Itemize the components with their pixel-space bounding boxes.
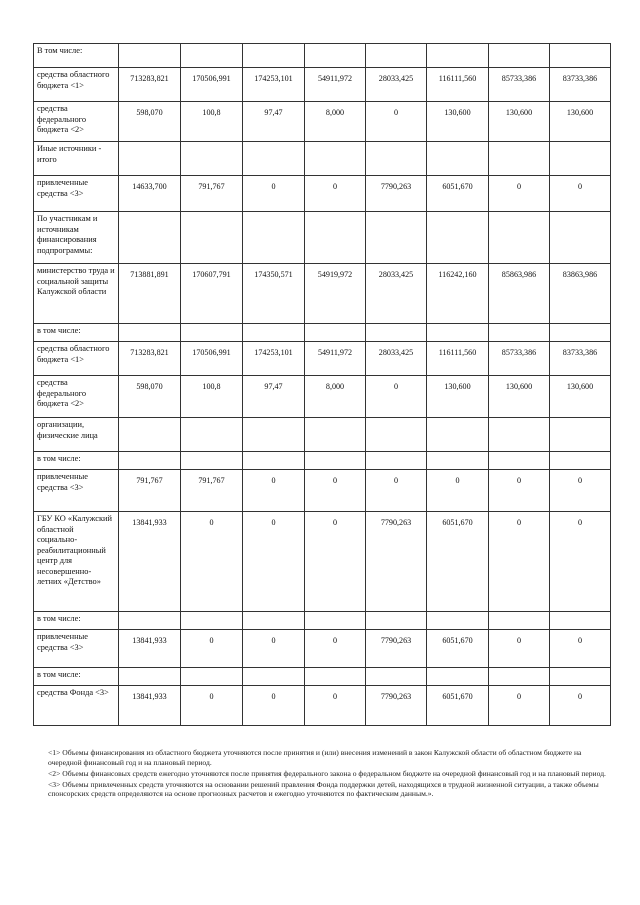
table-cell: 0 bbox=[366, 470, 427, 512]
table-cell bbox=[243, 668, 305, 686]
table-cell: 0 bbox=[366, 102, 427, 142]
table-cell bbox=[243, 612, 305, 630]
table-cell: 0 bbox=[243, 512, 305, 612]
row-label: средства Фонда <3> bbox=[34, 686, 119, 726]
table-cell bbox=[489, 142, 550, 176]
table-cell bbox=[550, 668, 611, 686]
table-cell: 0 bbox=[489, 686, 550, 726]
table-cell: 174253,101 bbox=[243, 342, 305, 376]
footnotes bbox=[48, 748, 608, 800]
row-label: В том числе: bbox=[34, 44, 119, 68]
table-cell bbox=[181, 212, 243, 264]
table-cell: 85733,386 bbox=[489, 68, 550, 102]
table-row bbox=[34, 630, 611, 668]
table-cell: 54911,972 bbox=[305, 68, 366, 102]
table-cell: 0 bbox=[550, 630, 611, 668]
table-cell: 0 bbox=[489, 176, 550, 212]
table-cell: 116111,560 bbox=[427, 342, 489, 376]
table-cell bbox=[243, 44, 305, 68]
table-cell: 170506,991 bbox=[181, 68, 243, 102]
row-label: в том числе: bbox=[34, 324, 119, 342]
table-cell: 0 bbox=[550, 470, 611, 512]
table-cell: 116111,560 bbox=[427, 68, 489, 102]
table-row bbox=[34, 176, 611, 212]
table-cell bbox=[427, 612, 489, 630]
table-cell: 54919,972 bbox=[305, 264, 366, 324]
table-row bbox=[34, 142, 611, 176]
table-cell: 100,8 bbox=[181, 376, 243, 418]
table-row bbox=[34, 68, 611, 102]
table-cell bbox=[305, 142, 366, 176]
table-cell: 598,070 bbox=[119, 376, 181, 418]
table-cell: 598,070 bbox=[119, 102, 181, 142]
footnote-2: <2> Объемы финансовых средств ежегодно уточняются после принятия федерального закона о федеральном бюджете на очередной финансовый год и на плановый период. bbox=[48, 768, 606, 778]
table-cell: 791,767 bbox=[119, 470, 181, 512]
table-cell: 0 bbox=[489, 470, 550, 512]
table-cell: 0 bbox=[243, 686, 305, 726]
table-cell: 713283,821 bbox=[119, 68, 181, 102]
table-cell: 170607,791 bbox=[181, 264, 243, 324]
table-cell bbox=[119, 668, 181, 686]
table-cell: 85863,986 bbox=[489, 264, 550, 324]
table-cell: 97,47 bbox=[243, 376, 305, 418]
table-cell: 130,600 bbox=[427, 376, 489, 418]
table-row bbox=[34, 324, 611, 342]
table-cell: 6051,670 bbox=[427, 512, 489, 612]
table-cell bbox=[550, 418, 611, 452]
table-cell bbox=[489, 418, 550, 452]
row-label: средства федерального бюджета <2> bbox=[34, 376, 119, 418]
table-cell: 7790,263 bbox=[366, 686, 427, 726]
table-cell: 791,767 bbox=[181, 470, 243, 512]
table-cell: 14633,700 bbox=[119, 176, 181, 212]
table-cell bbox=[427, 418, 489, 452]
table-cell: 83733,386 bbox=[550, 342, 611, 376]
row-label: ГБУ КО «Калужский областной социально-реабилитационный центр для несовершенно-летних «Детство» bbox=[34, 512, 119, 612]
table-cell bbox=[550, 142, 611, 176]
table-cell bbox=[181, 324, 243, 342]
footnote-3: <3> Объемы привлеченных средств уточняются на основании решений правления Фонда поддержки детей, находящихся в трудной жизненной ситуации, а также объемы спонсорских средств определяются на основе прогнозных расчетов и ежегодно уточняются по фактическим данным.». bbox=[48, 779, 599, 799]
row-label: организации, физические лица bbox=[34, 418, 119, 452]
table-cell bbox=[181, 44, 243, 68]
table-cell: 0 bbox=[181, 686, 243, 726]
table-cell: 130,600 bbox=[550, 376, 611, 418]
table-cell bbox=[366, 418, 427, 452]
table-cell: 0 bbox=[243, 630, 305, 668]
table-cell bbox=[366, 452, 427, 470]
row-label: в том числе: bbox=[34, 452, 119, 470]
row-label: Иные источники - итого bbox=[34, 142, 119, 176]
table-cell bbox=[305, 324, 366, 342]
table-cell: 0 bbox=[427, 470, 489, 512]
table-row bbox=[34, 418, 611, 452]
table-row bbox=[34, 512, 611, 612]
table-cell: 13841,933 bbox=[119, 686, 181, 726]
table-cell bbox=[366, 44, 427, 68]
table-cell: 0 bbox=[489, 630, 550, 668]
table-cell bbox=[366, 324, 427, 342]
table-cell bbox=[489, 212, 550, 264]
table-cell: 0 bbox=[550, 176, 611, 212]
table-cell bbox=[305, 612, 366, 630]
table-cell bbox=[243, 452, 305, 470]
row-label: в том числе: bbox=[34, 668, 119, 686]
table-cell bbox=[427, 452, 489, 470]
table-cell bbox=[119, 324, 181, 342]
table-cell bbox=[550, 612, 611, 630]
table-cell: 130,600 bbox=[550, 102, 611, 142]
table-cell bbox=[427, 668, 489, 686]
table-cell: 0 bbox=[550, 512, 611, 612]
table-cell bbox=[489, 324, 550, 342]
row-label: привлеченные средства <3> bbox=[34, 630, 119, 668]
table-cell bbox=[119, 452, 181, 470]
table-cell bbox=[366, 612, 427, 630]
table-row bbox=[34, 686, 611, 726]
table-cell: 7790,263 bbox=[366, 630, 427, 668]
footnote-1: <1> Объемы финансирования из областного бюджета уточняются после принятия и (или) внесения изменений в закон Калужской области об областном бюджете на очередной финансовый год и на плановый период. bbox=[48, 748, 582, 767]
table-cell bbox=[366, 142, 427, 176]
row-label: привлеченные средства <3> bbox=[34, 470, 119, 512]
table-cell: 28033,425 bbox=[366, 264, 427, 324]
table-cell bbox=[550, 44, 611, 68]
table-cell: 0 bbox=[181, 630, 243, 668]
table-cell: 13841,933 bbox=[119, 630, 181, 668]
table-cell bbox=[427, 324, 489, 342]
table-cell: 0 bbox=[243, 176, 305, 212]
table-row bbox=[34, 102, 611, 142]
table-cell: 0 bbox=[489, 512, 550, 612]
table-cell: 100,8 bbox=[181, 102, 243, 142]
table-cell: 8,000 bbox=[305, 376, 366, 418]
table-cell bbox=[243, 324, 305, 342]
table-cell: 85733,386 bbox=[489, 342, 550, 376]
table-cell bbox=[489, 668, 550, 686]
table-row bbox=[34, 44, 611, 68]
table-cell: 791,767 bbox=[181, 176, 243, 212]
row-label: в том числе: bbox=[34, 612, 119, 630]
table-cell bbox=[181, 612, 243, 630]
table-cell bbox=[243, 418, 305, 452]
table-cell bbox=[550, 212, 611, 264]
table-cell bbox=[489, 452, 550, 470]
table-cell: 28033,425 bbox=[366, 342, 427, 376]
table-cell: 0 bbox=[305, 176, 366, 212]
budget-table bbox=[33, 43, 611, 726]
table-cell: 13841,933 bbox=[119, 512, 181, 612]
table-cell: 0 bbox=[243, 470, 305, 512]
row-label: привлеченные средства <3> bbox=[34, 176, 119, 212]
table-cell bbox=[119, 142, 181, 176]
table-cell: 6051,670 bbox=[427, 630, 489, 668]
table-cell: 83863,986 bbox=[550, 264, 611, 324]
table-cell: 97,47 bbox=[243, 102, 305, 142]
table-cell bbox=[181, 452, 243, 470]
table-cell bbox=[366, 212, 427, 264]
table-cell bbox=[489, 44, 550, 68]
table-cell: 8,000 bbox=[305, 102, 366, 142]
table-cell: 713283,821 bbox=[119, 342, 181, 376]
table-cell: 174350,571 bbox=[243, 264, 305, 324]
table-cell: 0 bbox=[181, 512, 243, 612]
table-cell bbox=[119, 212, 181, 264]
table-cell: 116242,160 bbox=[427, 264, 489, 324]
table-cell: 54911,972 bbox=[305, 342, 366, 376]
table-cell bbox=[119, 44, 181, 68]
table-cell bbox=[305, 418, 366, 452]
table-cell bbox=[427, 142, 489, 176]
table-cell: 0 bbox=[305, 470, 366, 512]
row-label: средства областного бюджета <1> bbox=[34, 342, 119, 376]
row-label: средства областного бюджета <1> bbox=[34, 68, 119, 102]
table-cell bbox=[181, 142, 243, 176]
table-row bbox=[34, 470, 611, 512]
table-cell: 130,600 bbox=[427, 102, 489, 142]
table-cell bbox=[119, 418, 181, 452]
table-cell bbox=[181, 668, 243, 686]
table-cell: 130,600 bbox=[489, 102, 550, 142]
table-cell bbox=[305, 44, 366, 68]
table-cell bbox=[305, 668, 366, 686]
table-row bbox=[34, 612, 611, 630]
table-row bbox=[34, 376, 611, 418]
table-cell: 0 bbox=[305, 630, 366, 668]
table-cell: 130,600 bbox=[489, 376, 550, 418]
table-cell bbox=[427, 44, 489, 68]
table-cell bbox=[243, 212, 305, 264]
table-cell bbox=[550, 452, 611, 470]
table-row bbox=[34, 452, 611, 470]
table-cell: 713881,891 bbox=[119, 264, 181, 324]
table-cell: 0 bbox=[305, 686, 366, 726]
table-cell bbox=[181, 418, 243, 452]
table-cell bbox=[305, 452, 366, 470]
table-cell: 174253,101 bbox=[243, 68, 305, 102]
table-cell bbox=[305, 212, 366, 264]
table-row bbox=[34, 342, 611, 376]
table-cell: 7790,263 bbox=[366, 512, 427, 612]
table-cell bbox=[550, 324, 611, 342]
table-row bbox=[34, 212, 611, 264]
table-cell: 0 bbox=[305, 512, 366, 612]
table-cell: 170506,991 bbox=[181, 342, 243, 376]
table-row bbox=[34, 264, 611, 324]
table-row bbox=[34, 668, 611, 686]
row-label: По участникам и источникам финансирования подпрограммы: bbox=[34, 212, 119, 264]
table-cell bbox=[366, 668, 427, 686]
row-label: министерство труда и социальной защиты Калужской области bbox=[34, 264, 119, 324]
table-cell bbox=[243, 142, 305, 176]
table-cell: 6051,670 bbox=[427, 686, 489, 726]
table-cell: 83733,386 bbox=[550, 68, 611, 102]
table-cell bbox=[119, 612, 181, 630]
row-label: средства федерального бюджета <2> bbox=[34, 102, 119, 142]
table-cell: 0 bbox=[550, 686, 611, 726]
table-cell: 0 bbox=[366, 376, 427, 418]
table-cell bbox=[427, 212, 489, 264]
table-cell: 7790,263 bbox=[366, 176, 427, 212]
budget-table-body bbox=[34, 44, 611, 726]
table-cell: 6051,670 bbox=[427, 176, 489, 212]
table-cell: 28033,425 bbox=[366, 68, 427, 102]
table-cell bbox=[489, 612, 550, 630]
